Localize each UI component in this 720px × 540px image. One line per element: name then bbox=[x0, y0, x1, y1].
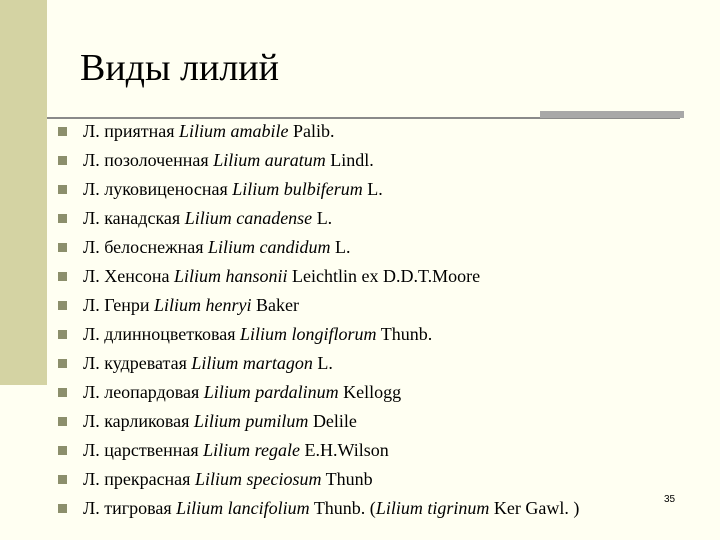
list-item-text bbox=[83, 150, 374, 171]
list-item-text bbox=[83, 411, 357, 432]
square-bullet-icon bbox=[58, 301, 67, 310]
square-bullet-icon bbox=[58, 185, 67, 194]
square-bullet-icon bbox=[58, 359, 67, 368]
common-name: Л. длинноцветковая bbox=[83, 324, 240, 344]
list-item bbox=[58, 407, 579, 436]
square-bullet-icon bbox=[58, 388, 67, 397]
latin-synonym: Lilium tigrinum bbox=[375, 498, 490, 518]
list-item-text bbox=[83, 440, 389, 461]
list-item-text bbox=[83, 208, 332, 229]
list-item bbox=[58, 349, 579, 378]
latin-name: Lilium amabile bbox=[179, 121, 289, 141]
common-name: Л. позолоченная bbox=[83, 150, 214, 170]
synonym-author-citation: Ker Gawl. ) bbox=[489, 498, 580, 518]
square-bullet-icon bbox=[58, 330, 67, 339]
author-citation: L. bbox=[312, 353, 333, 373]
list-item-text bbox=[83, 324, 432, 345]
latin-name: Lilium lancifolium bbox=[176, 498, 310, 518]
common-name: Л. царственная bbox=[83, 440, 204, 460]
common-name: Л. прекрасная bbox=[83, 469, 195, 489]
list-item bbox=[58, 146, 579, 175]
common-name: Л. Хенсона bbox=[83, 266, 174, 286]
list-item bbox=[58, 233, 579, 262]
common-name: Л. кудреватая bbox=[83, 353, 192, 373]
latin-name: Lilium pumilum bbox=[193, 411, 309, 431]
common-name: Л. Генри bbox=[83, 295, 154, 315]
list-item-text bbox=[83, 353, 333, 374]
list-item bbox=[58, 175, 579, 204]
author-citation: Delile bbox=[308, 411, 357, 431]
square-bullet-icon bbox=[58, 127, 67, 136]
latin-name: Lilium henryi bbox=[154, 295, 252, 315]
accent-band bbox=[0, 0, 47, 385]
square-bullet-icon bbox=[58, 156, 67, 165]
list-item bbox=[58, 465, 579, 494]
latin-name: Lilium longiflorum bbox=[240, 324, 377, 344]
author-citation: Thunb. bbox=[376, 324, 433, 344]
common-name: Л. приятная bbox=[83, 121, 180, 141]
square-bullet-icon bbox=[58, 417, 67, 426]
square-bullet-icon bbox=[58, 446, 67, 455]
common-name: Л. карликовая bbox=[83, 411, 194, 431]
square-bullet-icon bbox=[58, 243, 67, 252]
author-citation: E.H.Wilson bbox=[299, 440, 389, 460]
author-citation: Leichtlin ex D.D.T.Moore bbox=[287, 266, 481, 286]
common-name: Л. тигровая bbox=[83, 498, 177, 518]
list-item-text bbox=[83, 179, 383, 200]
list-item-text bbox=[83, 295, 299, 316]
square-bullet-icon bbox=[58, 272, 67, 281]
list-item bbox=[58, 436, 579, 465]
list-item bbox=[58, 320, 579, 349]
latin-name: Lilium auratum bbox=[213, 150, 326, 170]
list-item-text bbox=[83, 498, 579, 519]
author-citation: Baker bbox=[251, 295, 299, 315]
list-item-text bbox=[83, 266, 480, 287]
list-item bbox=[58, 494, 579, 523]
latin-name: Lilium regale bbox=[203, 440, 300, 460]
square-bullet-icon bbox=[58, 504, 67, 513]
author-citation: Lindl. bbox=[325, 150, 374, 170]
list-item-text bbox=[83, 121, 335, 142]
list-item bbox=[58, 204, 579, 233]
latin-name: Lilium speciosum bbox=[194, 469, 322, 489]
list-item-text bbox=[83, 469, 373, 490]
author-citation: Thunb bbox=[321, 469, 373, 489]
author-citation: L. bbox=[330, 237, 351, 257]
lily-species-list bbox=[58, 117, 579, 523]
common-name: Л. белоснежная bbox=[83, 237, 208, 257]
latin-name: Lilium canadense bbox=[184, 208, 313, 228]
list-item-text bbox=[83, 237, 351, 258]
latin-name: Lilium hansonii bbox=[173, 266, 288, 286]
common-name: Л. канадская bbox=[83, 208, 185, 228]
list-item bbox=[58, 291, 579, 320]
common-name: Л. леопардовая bbox=[83, 382, 204, 402]
list-item bbox=[58, 378, 579, 407]
list-item bbox=[58, 117, 579, 146]
square-bullet-icon bbox=[58, 214, 67, 223]
latin-name: Lilium pardalinum bbox=[203, 382, 339, 402]
slide-title: Виды лилий bbox=[80, 47, 279, 89]
common-name: Л. луковиценосная bbox=[83, 179, 233, 199]
latin-name: Lilium candidum bbox=[208, 237, 331, 257]
list-item-text bbox=[83, 382, 401, 403]
author-citation: L. bbox=[312, 208, 333, 228]
latin-name: Lilium bulbiferum bbox=[232, 179, 363, 199]
latin-name: Lilium martagon bbox=[191, 353, 313, 373]
author-citation: Palib. bbox=[288, 121, 335, 141]
slide-number: 35 bbox=[664, 494, 676, 505]
author-citation: Thunb. ( bbox=[309, 498, 376, 518]
author-citation: L. bbox=[362, 179, 383, 199]
list-item bbox=[58, 262, 579, 291]
author-citation: Kellogg bbox=[338, 382, 402, 402]
square-bullet-icon bbox=[58, 475, 67, 484]
